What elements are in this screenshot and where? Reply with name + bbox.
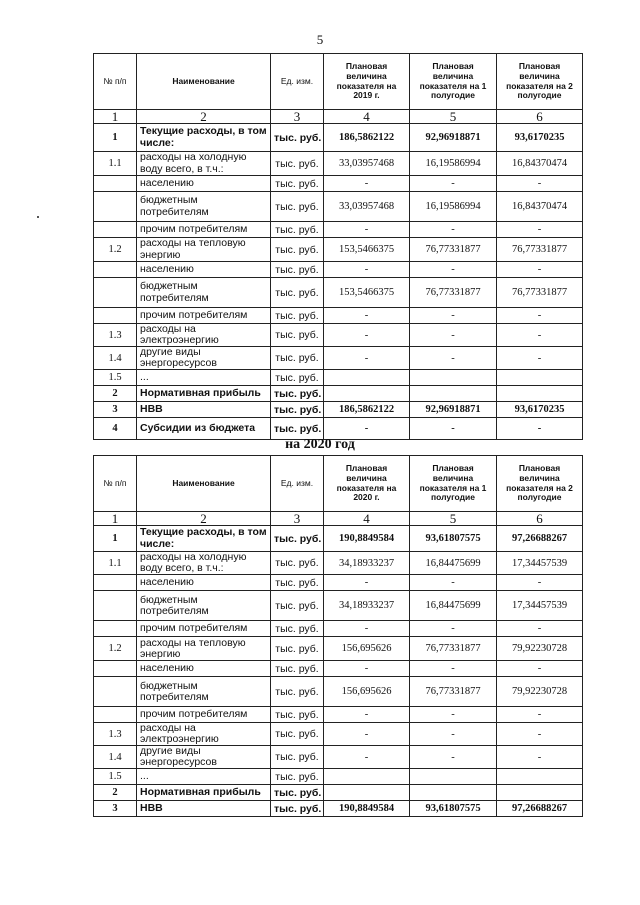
value-half1: - <box>410 176 497 192</box>
row-name: другие виды энергоресурсов <box>137 746 271 769</box>
row-unit: тыс. руб. <box>271 308 324 324</box>
row-unit: тыс. руб. <box>271 222 324 238</box>
table-row <box>94 552 583 575</box>
col-header-half2-plan: Плановая величина показателя на 2 полугодие <box>497 54 583 110</box>
value-half1: 92,96918871 <box>410 402 497 418</box>
table-row <box>94 769 583 785</box>
row-unit: тыс. руб. <box>271 785 324 801</box>
col-number: 1 <box>94 512 137 526</box>
row-unit: тыс. руб. <box>271 746 324 769</box>
table-row <box>94 661 583 677</box>
value-half1 <box>410 785 497 801</box>
table-row <box>94 402 583 418</box>
value-half1 <box>410 769 497 785</box>
value-year: 34,18933237 <box>324 552 410 575</box>
row-number: 2 <box>94 785 137 801</box>
col-header-name: Наименование <box>137 54 271 110</box>
row-number: 1.3 <box>94 723 137 746</box>
row-unit: тыс. руб. <box>271 801 324 817</box>
row-name: населению <box>137 176 271 192</box>
value-year: 34,18933237 <box>324 591 410 621</box>
value-half1 <box>410 370 497 386</box>
value-half2: 17,34457539 <box>497 552 583 575</box>
table-row <box>94 222 583 238</box>
row-unit: тыс. руб. <box>271 238 324 262</box>
table-row <box>94 801 583 817</box>
row-number: 3 <box>94 801 137 817</box>
row-name: другие виды энергоресурсов <box>137 347 271 370</box>
value-year: - <box>324 723 410 746</box>
col-header-number: № п/п <box>94 456 137 512</box>
row-number: 1.5 <box>94 769 137 785</box>
value-year: 156,695626 <box>324 677 410 707</box>
row-name: Нормативная прибыль <box>137 386 271 402</box>
row-name: расходы на тепловую энергию <box>137 238 271 262</box>
row-number: 2 <box>94 386 137 402</box>
value-half2: - <box>497 418 583 440</box>
value-half2: - <box>497 176 583 192</box>
row-name: Текущие расходы, в том числе: <box>137 124 271 152</box>
value-half2: - <box>497 723 583 746</box>
value-half2 <box>497 370 583 386</box>
table-row <box>94 621 583 637</box>
value-half2: 79,92230728 <box>497 677 583 707</box>
value-year: - <box>324 262 410 278</box>
row-number: 3 <box>94 402 137 418</box>
table-row <box>94 176 583 192</box>
value-year: - <box>324 324 410 347</box>
value-year: 190,8849584 <box>324 801 410 817</box>
value-half1: - <box>410 222 497 238</box>
row-name: прочим потребителям <box>137 308 271 324</box>
table-2020-caption: на 2020 год <box>285 437 355 452</box>
scan-mark <box>37 216 39 218</box>
value-year <box>324 386 410 402</box>
col-number: 5 <box>410 110 497 124</box>
row-name: ... <box>137 370 271 386</box>
row-name: Текущие расходы, в том числе: <box>137 526 271 552</box>
table-row <box>94 591 583 621</box>
row-number <box>94 575 137 591</box>
col-number: 3 <box>271 512 324 526</box>
table-header-row <box>94 456 583 512</box>
value-half1: - <box>410 324 497 347</box>
row-number <box>94 192 137 222</box>
row-number: 1.3 <box>94 324 137 347</box>
table-row <box>94 192 583 222</box>
row-number: 1.1 <box>94 552 137 575</box>
row-name: расходы на холодную воду всего, в т.ч.: <box>137 552 271 575</box>
row-number: 1.5 <box>94 370 137 386</box>
table-row <box>94 262 583 278</box>
col-number: 5 <box>410 512 497 526</box>
row-unit: тыс. руб. <box>271 661 324 677</box>
row-name: Нормативная прибыль <box>137 785 271 801</box>
col-header-number: № п/п <box>94 54 137 110</box>
row-unit: тыс. руб. <box>271 386 324 402</box>
col-header-half1-plan: Плановая величина показателя на 1 полугодие <box>410 54 497 110</box>
table-row <box>94 575 583 591</box>
col-header-half2-plan: Плановая величина показателя на 2 полугодие <box>497 456 583 512</box>
col-header-half1-plan: Плановая величина показателя на 1 полугодие <box>410 456 497 512</box>
col-number: 2 <box>137 110 271 124</box>
value-half2: - <box>497 347 583 370</box>
row-number <box>94 278 137 308</box>
row-number <box>94 707 137 723</box>
row-name: НВВ <box>137 801 271 817</box>
row-unit: тыс. руб. <box>271 418 324 440</box>
value-half1: - <box>410 308 497 324</box>
row-name: расходы на тепловую энергию <box>137 637 271 661</box>
value-half1: 76,77331877 <box>410 677 497 707</box>
row-unit: тыс. руб. <box>271 324 324 347</box>
col-number: 1 <box>94 110 137 124</box>
value-half1: - <box>410 262 497 278</box>
table-row <box>94 347 583 370</box>
row-unit: тыс. руб. <box>271 637 324 661</box>
value-half1: - <box>410 621 497 637</box>
row-number: 1.2 <box>94 238 137 262</box>
value-half1: 93,61807575 <box>410 526 497 552</box>
row-name: расходы на холодную воду всего, в т.ч.: <box>137 152 271 176</box>
row-number <box>94 176 137 192</box>
row-unit: тыс. руб. <box>271 370 324 386</box>
value-year: 33,03957468 <box>324 152 410 176</box>
table-row <box>94 707 583 723</box>
value-half1: 16,19586994 <box>410 192 497 222</box>
row-name: прочим потребителям <box>137 222 271 238</box>
table-row <box>94 324 583 347</box>
value-year: - <box>324 575 410 591</box>
row-number <box>94 308 137 324</box>
row-number <box>94 262 137 278</box>
value-half1: 16,84475699 <box>410 591 497 621</box>
col-number: 6 <box>497 512 583 526</box>
row-unit: тыс. руб. <box>271 677 324 707</box>
row-number: 1.4 <box>94 746 137 769</box>
value-half2: 97,26688267 <box>497 526 583 552</box>
value-half1: - <box>410 347 497 370</box>
col-header-year-plan: Плановая величина показателя на 2020 г. <box>324 456 410 512</box>
table-row <box>94 386 583 402</box>
col-header-unit: Ед. изм. <box>271 54 324 110</box>
row-unit: тыс. руб. <box>271 707 324 723</box>
value-half1: - <box>410 661 497 677</box>
value-half2: 76,77331877 <box>497 238 583 262</box>
value-year: - <box>324 621 410 637</box>
row-unit: тыс. руб. <box>271 278 324 308</box>
row-name: населению <box>137 575 271 591</box>
column-numbers-row <box>94 512 583 526</box>
row-unit: тыс. руб. <box>271 262 324 278</box>
value-half1: 16,84475699 <box>410 552 497 575</box>
value-year: - <box>324 347 410 370</box>
value-half2: - <box>497 707 583 723</box>
row-name: населению <box>137 262 271 278</box>
row-number <box>94 591 137 621</box>
table-row <box>94 637 583 661</box>
table-row <box>94 785 583 801</box>
row-number <box>94 621 137 637</box>
row-number: 1.4 <box>94 347 137 370</box>
value-half2: 17,34457539 <box>497 591 583 621</box>
value-half2 <box>497 785 583 801</box>
table-row <box>94 746 583 769</box>
value-half2: - <box>497 746 583 769</box>
value-year: - <box>324 661 410 677</box>
value-year <box>324 785 410 801</box>
value-half1: - <box>410 575 497 591</box>
table-row <box>94 370 583 386</box>
col-number: 4 <box>324 512 410 526</box>
value-half1: - <box>410 746 497 769</box>
value-year: 186,5862122 <box>324 402 410 418</box>
value-half2: - <box>497 324 583 347</box>
row-name: ... <box>137 769 271 785</box>
value-half2 <box>497 386 583 402</box>
value-year: - <box>324 176 410 192</box>
value-year: 33,03957468 <box>324 192 410 222</box>
row-unit: тыс. руб. <box>271 723 324 746</box>
value-year: 186,5862122 <box>324 124 410 152</box>
value-half2: - <box>497 262 583 278</box>
table-header-row <box>94 54 583 110</box>
table-row <box>94 152 583 176</box>
row-unit: тыс. руб. <box>271 526 324 552</box>
row-number <box>94 222 137 238</box>
value-half2: - <box>497 621 583 637</box>
col-number: 3 <box>271 110 324 124</box>
table-row <box>94 278 583 308</box>
value-year: - <box>324 418 410 440</box>
row-unit: тыс. руб. <box>271 575 324 591</box>
row-number: 4 <box>94 418 137 440</box>
value-half1: 76,77331877 <box>410 278 497 308</box>
row-name: Субсидии из бюджета <box>137 418 271 440</box>
page-number: 5 <box>316 32 324 47</box>
row-unit: тыс. руб. <box>271 769 324 785</box>
row-number: 1 <box>94 526 137 552</box>
row-number: 1.1 <box>94 152 137 176</box>
col-header-year-plan: Плановая величина показателя на 2019 г. <box>324 54 410 110</box>
row-name: бюджетным потребителям <box>137 591 271 621</box>
value-half1: - <box>410 723 497 746</box>
value-half2: - <box>497 575 583 591</box>
value-half2: 97,26688267 <box>497 801 583 817</box>
row-unit: тыс. руб. <box>271 347 324 370</box>
row-name: бюджетным потребителям <box>137 278 271 308</box>
value-year: - <box>324 707 410 723</box>
col-header-unit: Ед. изм. <box>271 456 324 512</box>
value-year: 153,5466375 <box>324 238 410 262</box>
value-half2: - <box>497 661 583 677</box>
col-header-name: Наименование <box>137 456 271 512</box>
row-unit: тыс. руб. <box>271 124 324 152</box>
table-2019 <box>93 53 583 440</box>
row-unit: тыс. руб. <box>271 402 324 418</box>
col-number: 2 <box>137 512 271 526</box>
value-half2: 79,92230728 <box>497 637 583 661</box>
row-name: расходы на электроэнергию <box>137 324 271 347</box>
value-half1: 93,61807575 <box>410 801 497 817</box>
value-half1: 76,77331877 <box>410 238 497 262</box>
row-unit: тыс. руб. <box>271 176 324 192</box>
value-year: - <box>324 222 410 238</box>
row-name: расходы на электроэнергию <box>137 723 271 746</box>
col-number: 6 <box>497 110 583 124</box>
table-row <box>94 238 583 262</box>
row-number: 1.2 <box>94 637 137 661</box>
value-half2: 93,6170235 <box>497 402 583 418</box>
row-unit: тыс. руб. <box>271 192 324 222</box>
value-year: 153,5466375 <box>324 278 410 308</box>
row-unit: тыс. руб. <box>271 591 324 621</box>
row-unit: тыс. руб. <box>271 621 324 637</box>
value-half2: - <box>497 308 583 324</box>
value-half2 <box>497 769 583 785</box>
table-row <box>94 526 583 552</box>
table-2020 <box>93 455 583 817</box>
value-year: 190,8849584 <box>324 526 410 552</box>
value-year: - <box>324 746 410 769</box>
row-name: бюджетным потребителям <box>137 192 271 222</box>
table-row <box>94 723 583 746</box>
table-row <box>94 124 583 152</box>
col-number: 4 <box>324 110 410 124</box>
value-half1: 16,19586994 <box>410 152 497 176</box>
row-number: 1 <box>94 124 137 152</box>
value-half2: 93,6170235 <box>497 124 583 152</box>
value-half1: - <box>410 418 497 440</box>
row-unit: тыс. руб. <box>271 552 324 575</box>
value-year <box>324 769 410 785</box>
row-name: бюджетным потребителям <box>137 677 271 707</box>
row-name: населению <box>137 661 271 677</box>
value-year <box>324 370 410 386</box>
row-number <box>94 661 137 677</box>
value-half2: - <box>497 222 583 238</box>
value-half1: 76,77331877 <box>410 637 497 661</box>
row-unit: тыс. руб. <box>271 152 324 176</box>
value-half2: 16,84370474 <box>497 152 583 176</box>
value-half1 <box>410 386 497 402</box>
value-year: 156,695626 <box>324 637 410 661</box>
table-row <box>94 677 583 707</box>
value-half1: - <box>410 707 497 723</box>
value-half2: 16,84370474 <box>497 192 583 222</box>
value-year: - <box>324 308 410 324</box>
row-name: прочим потребителям <box>137 707 271 723</box>
table-row <box>94 308 583 324</box>
value-half1: 92,96918871 <box>410 124 497 152</box>
row-name: прочим потребителям <box>137 621 271 637</box>
row-name: НВВ <box>137 402 271 418</box>
column-numbers-row <box>94 110 583 124</box>
row-number <box>94 677 137 707</box>
value-half2: 76,77331877 <box>497 278 583 308</box>
